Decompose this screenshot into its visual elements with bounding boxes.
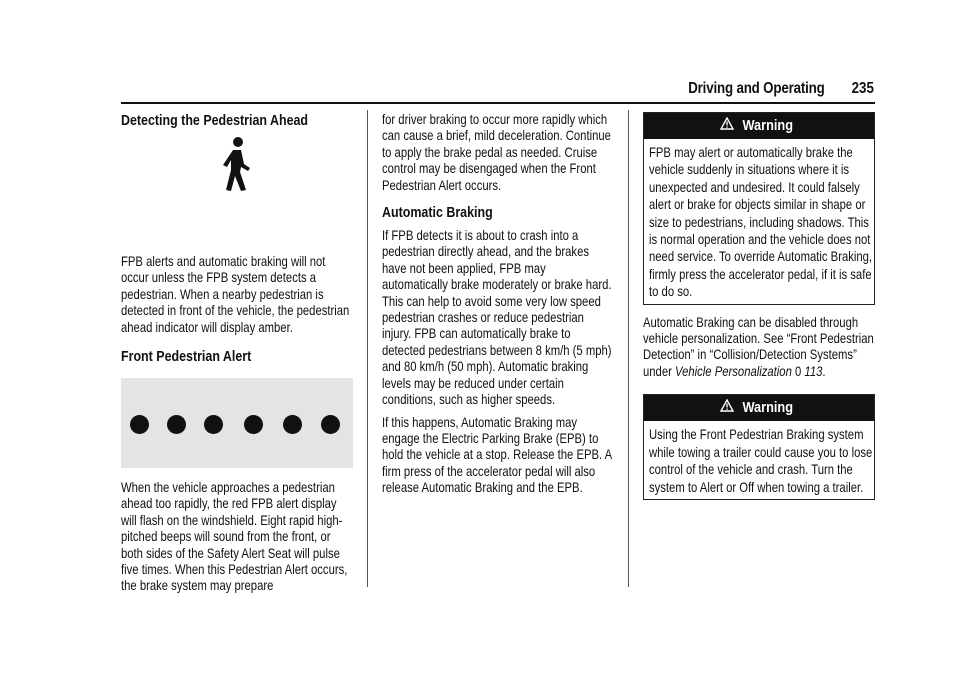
paragraph: If FPB detects it is about to crash into a pedestrian directly ahead, and the brakes have not been applied, FPB may automatically brake moderately or brake hard. This can help to avoid some very low speed pedestrian crashes or reduce pedestrian injury. FPB can automatically brake to detected pedestrians between 8 km/h (5 mph) and 80 km/h (50 mph). Automatic braking levels may be reduced under certain conditions, such as higher speeds. [382, 228, 612, 408]
page-ref-arrow-icon: 0 [795, 363, 802, 379]
column-divider [628, 110, 629, 587]
warning-title: Warning [742, 399, 794, 417]
warning-title: Warning [742, 117, 794, 134]
column-1 [121, 112, 353, 601]
paragraph-text: Automatic Braking can be disabled through vehicle personalization. See “Front Pedestrian Detection” in “Collision/Detection Systems” under [643, 314, 874, 379]
pedestrian-icon [219, 136, 255, 192]
warning-text: FPB may alert or automatically brake the vehicle suddenly in situations where it is unexpected and undesired. It could falsely alert or brake for objects similar in shape or size to pedestrians, including shadows. This is normal operation and the vehicle does not need service. To override Automatic Braking, firmly press the accelerator pedal, if it is safe to do so. [649, 145, 873, 300]
warning-header [644, 395, 874, 421]
header-rule [121, 102, 875, 104]
paragraph: FPB alerts and automatic braking will not occur unless the FPB system detects a pedestrian. When a nearby pedestrian is detected in front of the vehicle, the pedestrian ahead indicator will display amber. [121, 254, 350, 335]
alert-light [204, 415, 223, 434]
paragraph: When the vehicle approaches a pedestrian ahead too rapidly, the red FPB alert display will flash on the windshield. Eight rapid high-pitched beeps will sound from the front, or both sides of the Safety Alert Seat will pulse five times. When this Pedestrian Alert occurs, the brake system may prepare [121, 480, 348, 594]
heading-detecting-pedestrian: Detecting the Pedestrian Ahead [121, 112, 309, 129]
front-pedestrian-alert-display [121, 378, 353, 468]
pedestrian-indicator-figure [121, 136, 353, 224]
cross-reference-title[interactable]: Vehicle Personalization [674, 363, 792, 379]
alert-light [167, 415, 186, 434]
warning-triangle-icon [720, 113, 734, 139]
column-2 [382, 112, 614, 503]
paragraph: If this happens, Automatic Braking may engage the Electric Parking Brake (EPB) to hold the vehicle at a stop. Release the EPB. A firm press of the accelerator pedal will also release Automatic Braking and the EPB. [382, 414, 612, 496]
page-number: 235 [851, 80, 874, 97]
warning-box [643, 112, 875, 305]
heading-automatic-braking: Automatic Braking [382, 204, 493, 222]
warning-box [643, 394, 875, 500]
paragraph [643, 315, 875, 381]
column-divider [367, 110, 368, 587]
warning-text: Using the Front Pedestrian Braking system while towing a trailer could cause you to lose control of the vehicle and crash. Turn the system to Alert or Off when towing a trailer. [649, 427, 873, 495]
paragraph-end: . [822, 363, 826, 379]
header-section-title: Driving and Operating [688, 80, 825, 97]
alert-light [130, 415, 149, 434]
alert-light [321, 415, 340, 434]
heading-front-pedestrian-alert: Front Pedestrian Alert [121, 348, 252, 366]
warning-triangle-icon [720, 395, 734, 421]
paragraph: for driver braking to occur more rapidly which can cause a brief, mild deceleration. Continue to apply the brake pedal as needed. Cruise control may be disengaged when the Front Pedestrian Alert occurs. [382, 112, 611, 193]
alert-light [283, 415, 302, 434]
cross-reference-page[interactable]: 113 [804, 363, 823, 379]
alert-light [244, 415, 263, 434]
column-3 [643, 112, 875, 500]
warning-header [644, 113, 874, 139]
